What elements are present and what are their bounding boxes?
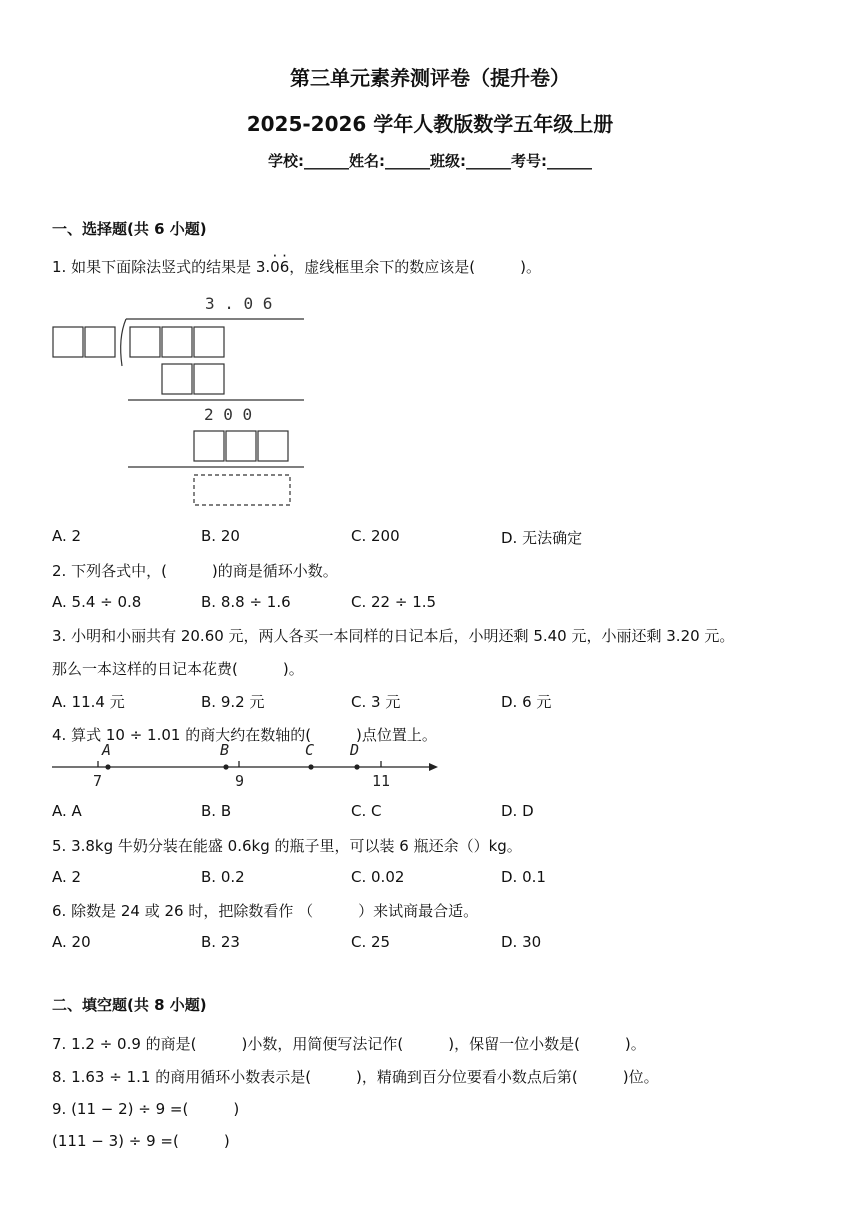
q6-option-c[interactable]: C. 25 — [351, 933, 391, 951]
remainder-dashed-box — [194, 475, 290, 505]
section-choice-title: 一、选择题(共 6 小题) — [52, 220, 207, 238]
point-label-d: D — [350, 741, 360, 759]
repeating-digit-6: 6 · — [280, 258, 290, 276]
q2-option-c[interactable]: C. 22 ÷ 1.5 — [351, 593, 437, 611]
question-9-line-2: (111 − 3) ÷ 9 =( ) — [52, 1132, 230, 1150]
exam-subtitle: 2025-2026 学年人教版数学五年级上册 — [246, 112, 614, 136]
q3-option-b[interactable]: B. 9.2 元 — [201, 693, 265, 711]
long-division-diagram — [48, 288, 308, 510]
q4-option-c[interactable]: C. C — [351, 802, 382, 820]
dividend-box — [194, 327, 224, 357]
q2-option-b[interactable]: B. 8.8 ÷ 1.6 — [201, 593, 291, 611]
product-box — [258, 431, 288, 461]
q1-option-a[interactable]: A. 2 — [52, 527, 82, 545]
question-6-text: 6. 除数是 24 或 26 时，把除数看作 （ ）来试商最合适。 — [52, 902, 479, 920]
tick-label-11: 11 — [372, 772, 391, 790]
repeating-digit-0: 0 · — [270, 258, 280, 276]
tick-label-9: 9 — [235, 772, 245, 790]
q3-option-a[interactable]: A. 11.4 元 — [52, 693, 125, 711]
divisor-box — [85, 327, 115, 357]
point-label-b: B — [220, 741, 230, 759]
q5-option-b[interactable]: B. 0.2 — [201, 868, 245, 886]
q1-option-d[interactable]: D. 无法确定 — [501, 529, 583, 547]
point-label-a: A — [102, 741, 112, 759]
question-1-text-after: ，虚线框里余下的数应该是( )。 — [289, 258, 541, 276]
divisor-box — [53, 327, 83, 357]
number-line — [48, 740, 443, 792]
question-2-text: 2. 下列各式中，( )的商是循环小数。 — [52, 562, 338, 580]
question-4-text: 4. 算式 10 ÷ 1.01 的商大约在数轴的( )点位置上。 — [52, 726, 437, 744]
question-1-text-before: 1. 如果下面除法竖式的结果是 3. — [52, 258, 271, 276]
dividend-box — [130, 327, 160, 357]
q6-option-d[interactable]: D. 30 — [501, 933, 542, 951]
tick-label-7: 7 — [93, 772, 103, 790]
student-info-line: 学校:______姓名:______班级:______考号:______ — [268, 152, 592, 170]
dividend-box — [162, 327, 192, 357]
product-box — [226, 431, 256, 461]
product-box — [162, 364, 192, 394]
question-3-line-2: 那么一本这样的日记本花费( )。 — [52, 660, 304, 678]
quotient-label: 3 . 0 6 — [205, 294, 273, 313]
question-9-line-1: 9. (11 − 2) ÷ 9 =( ) — [52, 1100, 240, 1118]
question-1-text — [52, 256, 541, 277]
question-3-line-1: 3. 小明和小丽共有 20.60 元，两人各买一本同样的日记本后，小明还剩 5.40 元，小丽还剩 3.20 元。 — [52, 627, 735, 645]
q5-option-d[interactable]: D. 0.1 — [501, 868, 546, 886]
question-5-text: 5. 3.8kg 牛奶分装在能盛 0.6kg 的瓶子里，可以装 6 瓶还余（）kg。 — [52, 837, 522, 855]
point-c — [308, 764, 313, 769]
q5-option-c[interactable]: C. 0.02 — [351, 868, 405, 886]
q6-option-a[interactable]: A. 20 — [52, 933, 91, 951]
question-8-text: 8. 1.63 ÷ 1.1 的商用循环小数表示是( )，精确到百分位要看小数点后第( )位。 — [52, 1068, 659, 1086]
q4-option-d[interactable]: D. D — [501, 802, 534, 820]
q6-option-b[interactable]: B. 23 — [201, 933, 240, 951]
exam-title: 第三单元素养测评卷（提升卷） — [290, 66, 570, 90]
q3-option-c[interactable]: C. 3 元 — [351, 693, 401, 711]
point-a — [105, 764, 110, 769]
q1-option-c[interactable]: C. 200 — [351, 527, 400, 545]
q5-option-a[interactable]: A. 2 — [52, 868, 82, 886]
q4-option-a[interactable]: A. A — [52, 802, 82, 820]
section-fill-title: 二、填空题(共 8 小题) — [52, 996, 207, 1014]
q3-option-d[interactable]: D. 6 元 — [501, 693, 552, 711]
q4-option-b[interactable]: B. B — [201, 802, 232, 820]
middle-row-label: 2 0 0 — [204, 405, 253, 424]
product-box — [194, 364, 224, 394]
point-label-c: C — [305, 741, 315, 759]
point-d — [354, 764, 359, 769]
q1-option-b[interactable]: B. 20 — [201, 527, 240, 545]
product-box — [194, 431, 224, 461]
question-7-text: 7. 1.2 ÷ 0.9 的商是( )小数，用简便写法记作( )，保留一位小数是( )。 — [52, 1035, 646, 1053]
point-b — [223, 764, 228, 769]
q2-option-a[interactable]: A. 5.4 ÷ 0.8 — [52, 593, 142, 611]
